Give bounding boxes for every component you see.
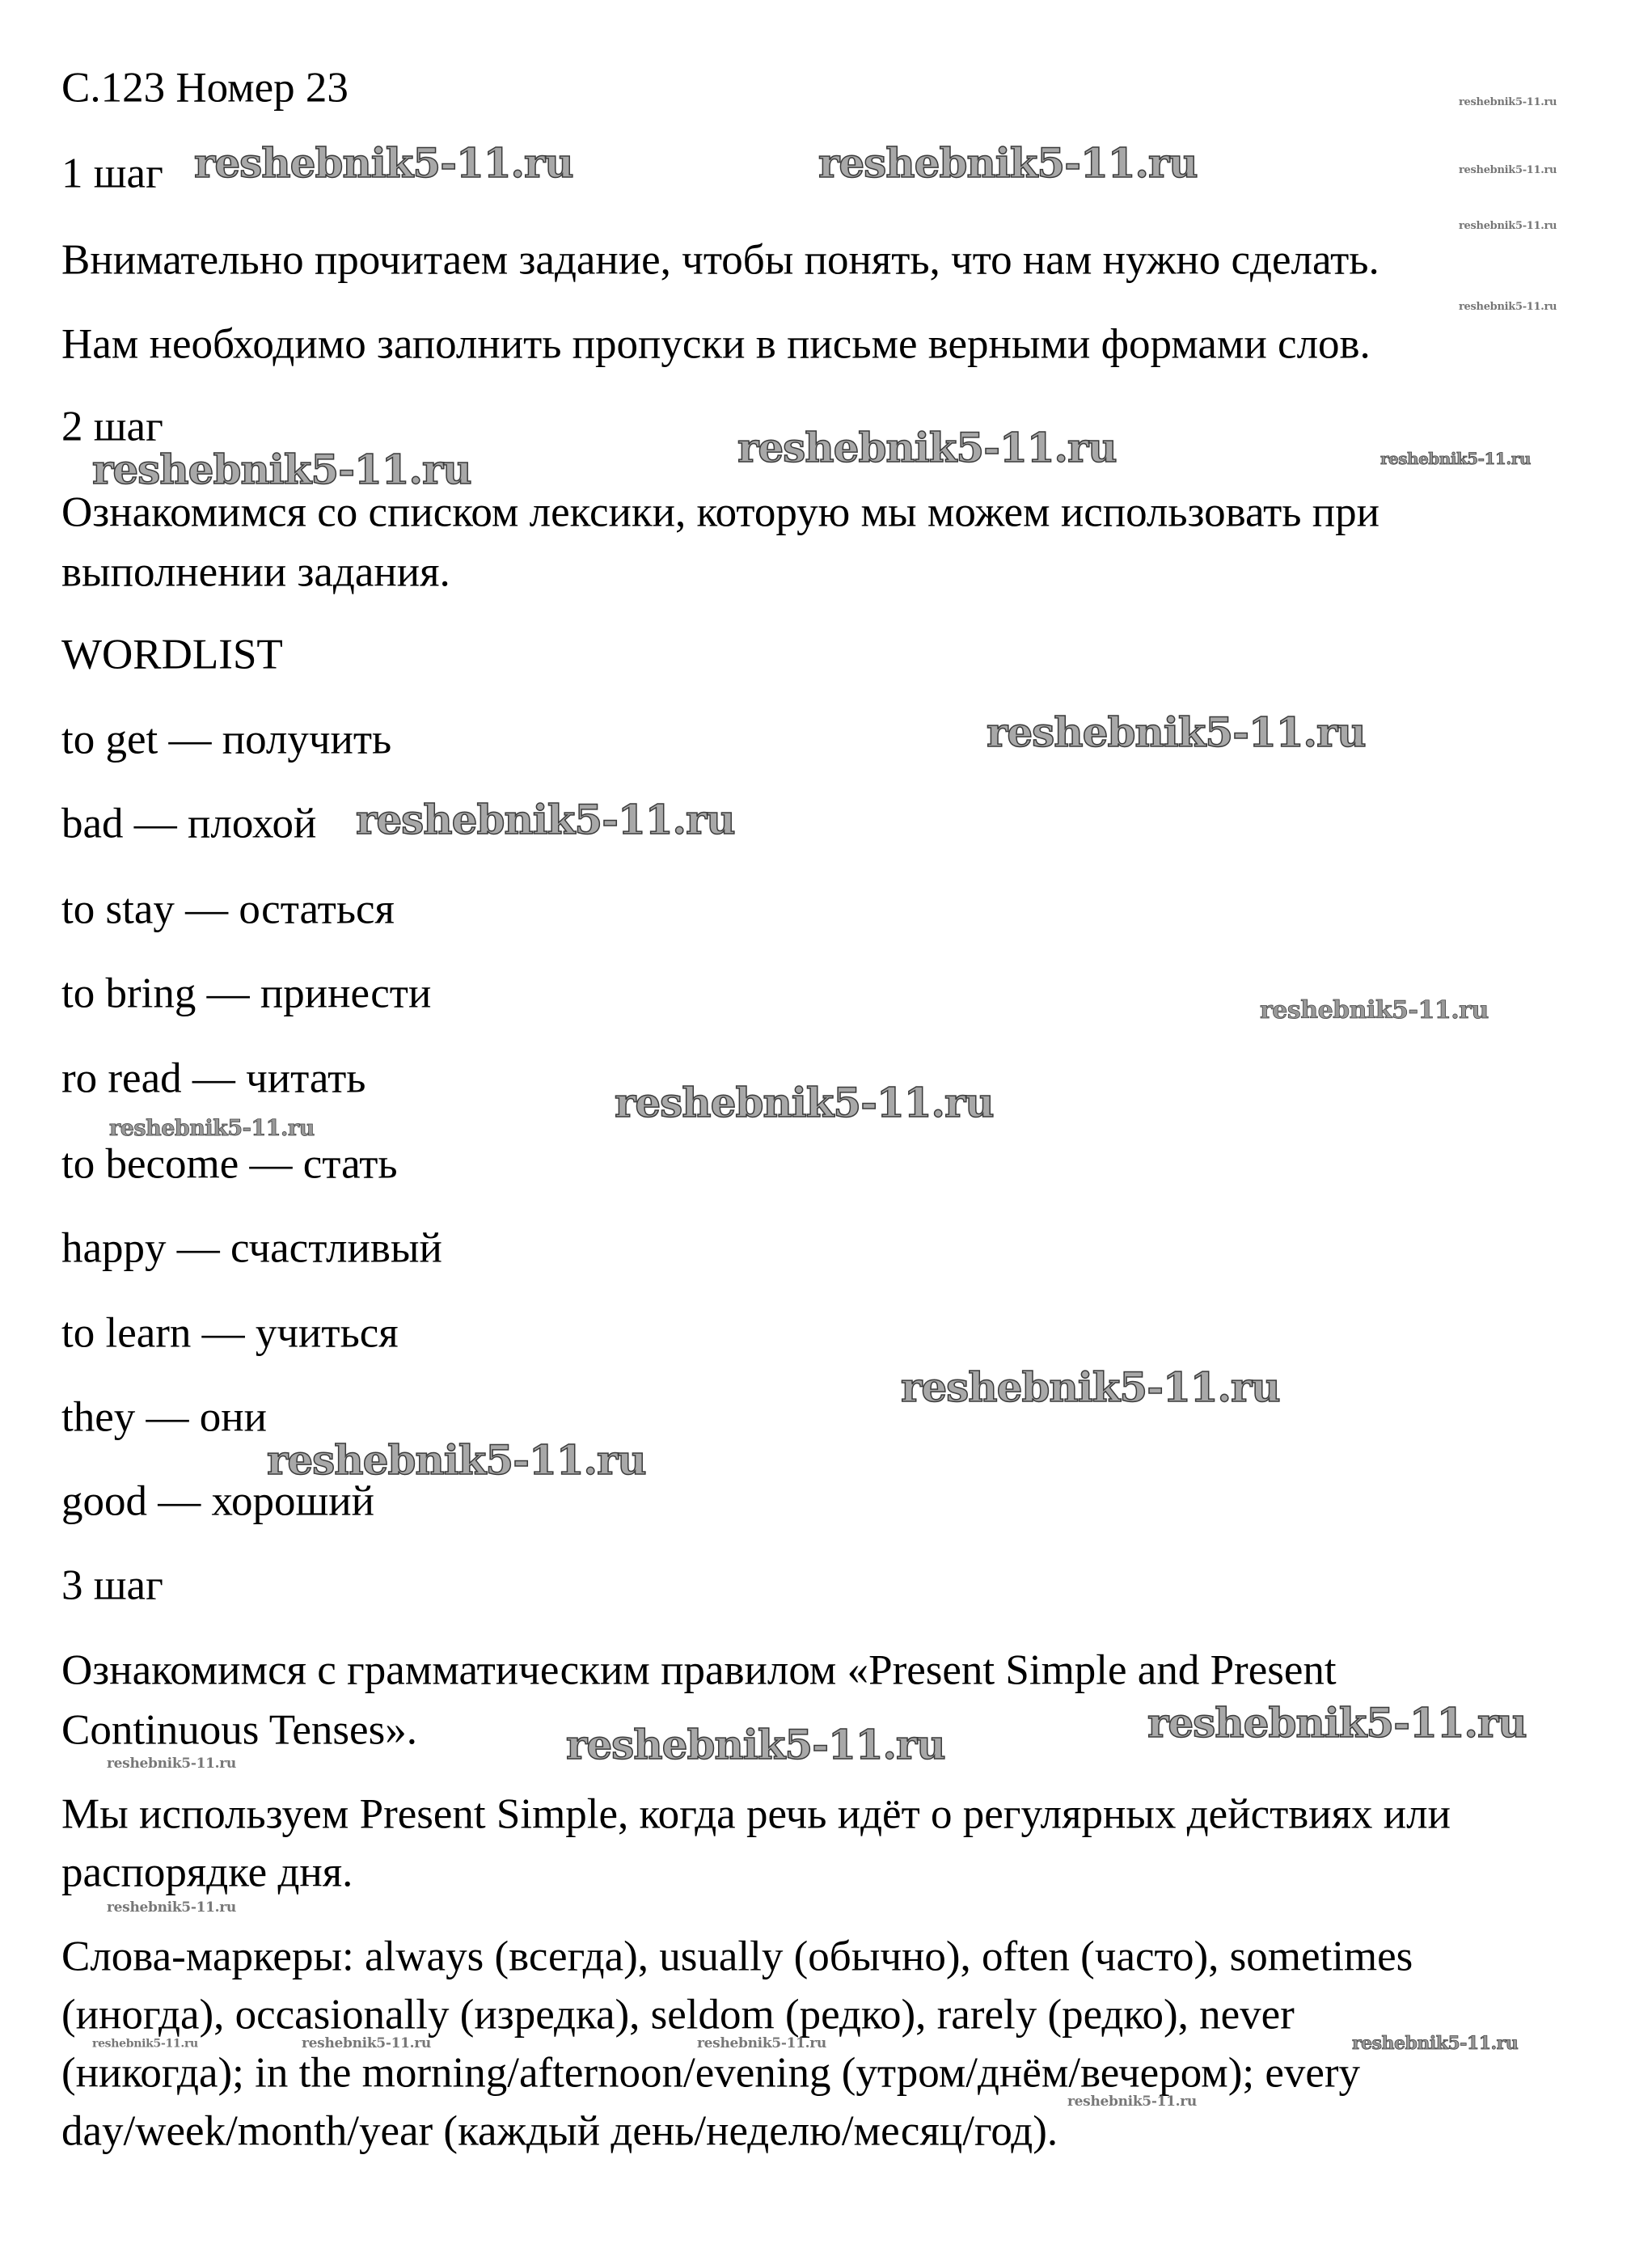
- watermark: reshebnik5-11.ru: [267, 1436, 646, 1484]
- step-3-paragraph-line: распорядке дня.: [61, 1848, 353, 1896]
- wordlist-item: to stay — остаться: [61, 885, 395, 933]
- step-2-paragraph-line: выполнении задания.: [61, 548, 450, 596]
- watermark: reshebnik5-11.ru: [302, 2035, 431, 2052]
- watermark: reshebnik5-11.ru: [566, 1721, 945, 1768]
- wordlist-item: happy — счастливый: [61, 1224, 442, 1272]
- step-3-paragraph-line: Continuous Tenses».: [61, 1706, 417, 1754]
- wordlist-item: to become — стать: [61, 1140, 398, 1188]
- watermark: reshebnik5-11.ru: [1380, 449, 1531, 468]
- markers-line: Слова-маркеры: always (всегда), usually (обычно), often (часто), sometimes: [61, 1933, 1413, 1980]
- wordlist-item: ro read — читать: [61, 1054, 366, 1102]
- watermark: reshebnik5-11.ru: [818, 139, 1198, 187]
- watermark: reshebnik5-11.ru: [107, 1899, 236, 1916]
- watermark: reshebnik5-11.ru: [615, 1079, 994, 1126]
- wordlist-item: good — хороший: [61, 1477, 375, 1525]
- watermark: reshebnik5-11.ru: [109, 1116, 315, 1142]
- watermark: reshebnik5-11.ru: [1459, 163, 1557, 176]
- markers-line: (иногда), occasionally (изредка), seldom (редко), rarely (редко), never: [61, 1991, 1295, 2039]
- wordlist-title: WORDLIST: [61, 631, 283, 678]
- wordlist-item: bad — плохой: [61, 800, 317, 847]
- watermark: reshebnik5-11.ru: [1459, 95, 1557, 108]
- step-2-heading: 2 шаг: [61, 403, 163, 450]
- markers-line: day/week/month/year (каждый день/неделю/месяц/год).: [61, 2107, 1058, 2155]
- step-1-paragraph-1: Внимательно прочитаем задание, чтобы понять, что нам нужно сделать.: [61, 236, 1379, 284]
- watermark: reshebnik5-11.ru: [356, 796, 735, 843]
- step-3-heading: 3 шаг: [61, 1561, 163, 1609]
- watermark: reshebnik5-11.ru: [1352, 2033, 1519, 2055]
- watermark: reshebnik5-11.ru: [1260, 996, 1489, 1025]
- watermark: reshebnik5-11.ru: [901, 1363, 1280, 1411]
- wordlist-item: to bring — принести: [61, 970, 432, 1017]
- markers-line: (никогда); in the morning/afternoon/evening (утром/днём/вечером); every: [61, 2049, 1361, 2097]
- watermark: reshebnik5-11.ru: [1147, 1699, 1527, 1747]
- step-3-paragraph-line: Мы используем Present Simple, когда речь идёт о регулярных действиях или: [61, 1790, 1451, 1838]
- wordlist-item: to get — получить: [61, 716, 392, 763]
- step-1-paragraph-2: Нам необходимо заполнить пропуски в письме верными формами слов.: [61, 320, 1371, 368]
- wordlist-item: to learn — учиться: [61, 1309, 399, 1357]
- watermark: reshebnik5-11.ru: [1459, 219, 1557, 232]
- watermark: reshebnik5-11.ru: [1459, 300, 1557, 313]
- watermark: reshebnik5-11.ru: [697, 2035, 826, 2052]
- watermark: reshebnik5-11.ru: [987, 708, 1366, 756]
- watermark: reshebnik5-11.ru: [1067, 2094, 1197, 2110]
- step-1-heading: 1 шаг: [61, 150, 163, 197]
- watermark: reshebnik5-11.ru: [737, 424, 1117, 471]
- watermark: reshebnik5-11.ru: [107, 1756, 236, 1772]
- step-3-paragraph-line: Ознакомимся с грамматическим правилом «Present Simple and Present: [61, 1646, 1337, 1694]
- watermark: reshebnik5-11.ru: [92, 2037, 198, 2051]
- watermark: reshebnik5-11.ru: [194, 139, 573, 187]
- wordlist-item: they — они: [61, 1393, 267, 1441]
- page-title: С.123 Номер 23: [61, 64, 349, 112]
- watermark: reshebnik5-11.ru: [92, 446, 471, 493]
- step-2-paragraph-line: Ознакомимся со списком лексики, которую мы можем использовать при: [61, 488, 1379, 536]
